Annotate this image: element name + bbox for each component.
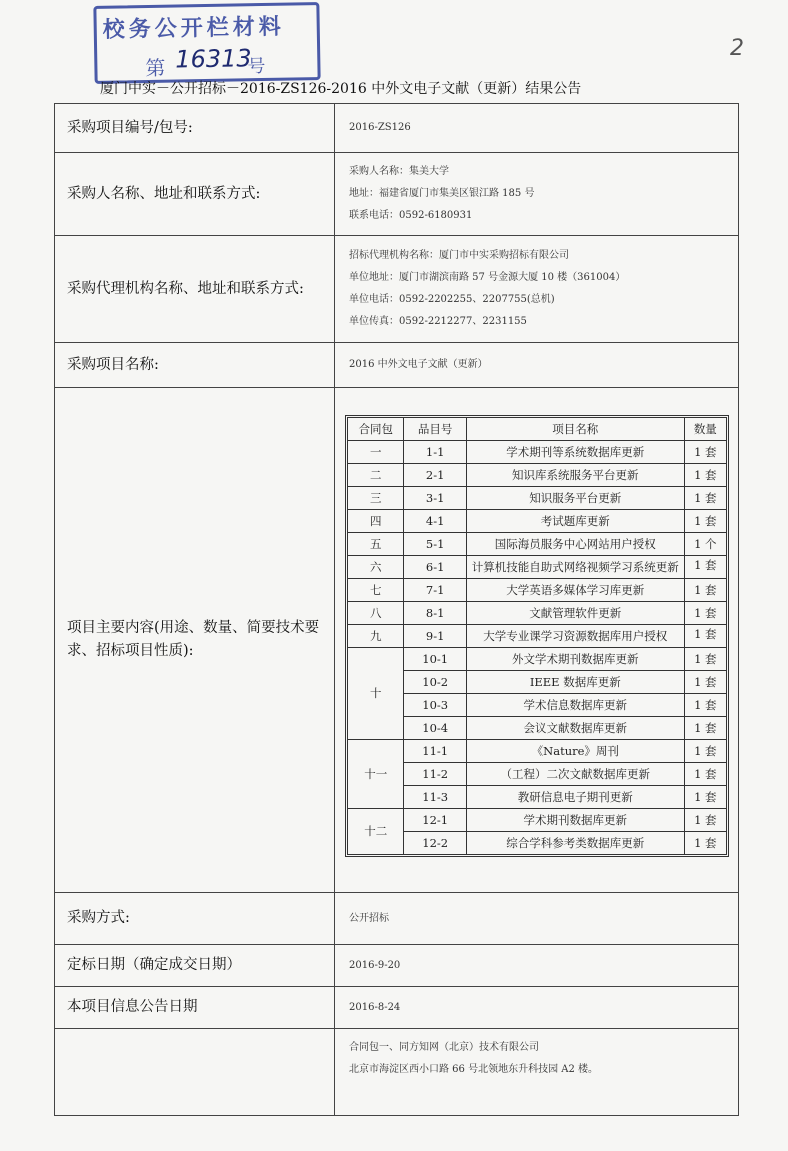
table-row	[348, 739, 727, 762]
item-name-cell: 知识库系统服务平台更新	[466, 463, 684, 486]
table-row	[348, 762, 727, 785]
table-row	[348, 647, 727, 670]
label-award-date: 定标日期（确定成交日期）	[55, 945, 335, 987]
row-project-number	[55, 104, 739, 153]
agency-name: 招标代理机构名称：厦门市中实采购招标有限公司	[349, 250, 569, 261]
quantity-cell: 1 套	[684, 831, 726, 854]
label-project-name: 采购项目名称:	[55, 343, 335, 388]
package-cell: 九	[348, 624, 404, 647]
package-cell: 二	[348, 463, 404, 486]
item-no-cell: 11-1	[404, 739, 466, 762]
package-cell: 七	[348, 578, 404, 601]
item-name-cell: 知识服务平台更新	[466, 486, 684, 509]
item-name-cell: 外文学术期刊数据库更新	[466, 647, 684, 670]
item-name-cell: 《Nature》周刊	[466, 739, 684, 762]
package-cell: 十二	[348, 808, 404, 854]
item-no-cell: 12-1	[404, 808, 466, 831]
table-row	[348, 532, 727, 555]
item-no-cell: 2-1	[404, 463, 466, 486]
table-row	[348, 555, 727, 578]
stamp-number-suffix: 号	[247, 55, 266, 78]
label-content: 项目主要内容(用途、数量、简要技术要求、招标项目性质):	[55, 388, 335, 893]
header-package: 合同包	[348, 417, 404, 440]
page-title: 厦门中实－公开招标－2016-ZS126-2016 中外文电子文献（更新）结果公告	[100, 81, 582, 97]
quantity-cell: 1 套	[684, 647, 726, 670]
value-project-number: 2016-ZS126	[335, 104, 739, 153]
row-project-name	[55, 343, 739, 388]
label-agency: 采购代理机构名称、地址和联系方式:	[55, 236, 335, 343]
quantity-cell: 1 套	[684, 601, 726, 624]
row-award-date	[55, 945, 739, 987]
item-no-cell: 5-1	[404, 532, 466, 555]
label-winner	[55, 1029, 335, 1116]
purchaser-address: 地址：福建省厦门市集美区银江路 185 号	[349, 188, 535, 199]
table-row	[348, 716, 727, 739]
header-quantity: 数量	[684, 417, 726, 440]
item-no-cell: 10-3	[404, 693, 466, 716]
item-no-cell: 6-1	[404, 555, 466, 578]
quantity-cell: 1 套	[684, 555, 726, 578]
item-no-cell: 9-1	[404, 624, 466, 647]
item-no-cell: 1-1	[404, 440, 466, 463]
row-winner	[55, 1029, 739, 1116]
quantity-cell: 1 套	[684, 486, 726, 509]
item-no-cell: 11-2	[404, 762, 466, 785]
item-name-cell: 大学专业课学习资源数据库用户授权	[466, 624, 684, 647]
quantity-cell: 1 套	[684, 808, 726, 831]
agency-fax: 单位传真：0592-2212277、2231155	[349, 316, 527, 327]
item-name-cell: 会议文献数据库更新	[466, 716, 684, 739]
package-cell: 十	[348, 647, 404, 739]
package-cell: 十一	[348, 739, 404, 808]
quantity-cell: 1 套	[684, 762, 726, 785]
table-row	[348, 601, 727, 624]
label-method: 采购方式:	[55, 893, 335, 945]
quantity-cell: 1 个	[684, 532, 726, 555]
package-cell: 三	[348, 486, 404, 509]
package-cell: 六	[348, 555, 404, 578]
package-cell: 一	[348, 440, 404, 463]
item-name-cell: 学术期刊等系统数据库更新	[466, 440, 684, 463]
item-name-cell: 大学英语多媒体学习库更新	[466, 578, 684, 601]
quantity-cell: 1 套	[684, 739, 726, 762]
table-row	[348, 785, 727, 808]
item-name-cell: 考试题库更新	[466, 509, 684, 532]
header-item-no: 品目号	[404, 417, 466, 440]
row-content	[55, 388, 739, 893]
table-row	[348, 831, 727, 854]
items-table-frame	[345, 415, 729, 857]
publicity-stamp	[93, 2, 320, 84]
value-method: 公开招标	[335, 893, 739, 945]
value-agency	[335, 236, 739, 343]
row-method	[55, 893, 739, 945]
value-winner	[335, 1029, 739, 1116]
item-no-cell: 12-2	[404, 831, 466, 854]
table-row	[348, 440, 727, 463]
quantity-cell: 1 套	[684, 693, 726, 716]
stamp-title: 校务公开栏材料	[102, 13, 285, 43]
table-row	[348, 509, 727, 532]
table-row	[348, 624, 727, 647]
item-name-cell: 学术信息数据库更新	[466, 693, 684, 716]
quantity-cell: 1 套	[684, 578, 726, 601]
quantity-cell: 1 套	[684, 440, 726, 463]
items-table	[347, 417, 727, 855]
item-name-cell: 教研信息电子期刊更新	[466, 785, 684, 808]
item-name-cell: 综合学科参考类数据库更新	[466, 831, 684, 854]
item-name-cell: 学术期刊数据库更新	[466, 808, 684, 831]
stamp-number-prefix: 第	[145, 55, 166, 81]
table-row	[348, 463, 727, 486]
purchaser-phone: 联系电话：0592-6180931	[349, 210, 473, 221]
items-table-header	[348, 417, 727, 440]
table-row	[348, 486, 727, 509]
label-notice-date: 本项目信息公告日期	[55, 987, 335, 1029]
item-no-cell: 7-1	[404, 578, 466, 601]
row-notice-date	[55, 987, 739, 1029]
quantity-cell: 1 套	[684, 716, 726, 739]
quantity-cell: 1 套	[684, 670, 726, 693]
item-name-cell: （工程）二次文献数据库更新	[466, 762, 684, 785]
quantity-cell: 1 套	[684, 463, 726, 486]
value-content	[335, 388, 739, 893]
value-purchaser	[335, 153, 739, 236]
agency-address: 单位地址：厦门市湖滨南路 57 号金源大厦 10 楼（361004）	[349, 272, 626, 283]
value-project-name: 2016 中外文电子文献（更新）	[335, 343, 739, 388]
table-row	[348, 808, 727, 831]
item-no-cell: 10-4	[404, 716, 466, 739]
header-item-name: 项目名称	[466, 417, 684, 440]
table-row	[348, 670, 727, 693]
quantity-cell: 1 套	[684, 509, 726, 532]
item-name-cell: 计算机技能自助式网络视频学习系统更新	[466, 555, 684, 578]
value-notice-date: 2016-8-24	[335, 987, 739, 1029]
item-no-cell: 4-1	[404, 509, 466, 532]
item-no-cell: 3-1	[404, 486, 466, 509]
label-purchaser: 采购人名称、地址和联系方式:	[55, 153, 335, 236]
item-name-cell: 国际海员服务中心网站用户授权	[466, 532, 684, 555]
item-no-cell: 11-3	[404, 785, 466, 808]
row-agency	[55, 236, 739, 343]
handwritten-page-mark: 2	[730, 36, 744, 61]
stamp-number: 16313	[175, 44, 252, 74]
quantity-cell: 1 套	[684, 624, 726, 647]
package-cell: 四	[348, 509, 404, 532]
item-name-cell: IEEE 数据库更新	[466, 670, 684, 693]
quantity-cell: 1 套	[684, 785, 726, 808]
table-row	[348, 578, 727, 601]
purchaser-name: 采购人名称：集美大学	[349, 166, 449, 177]
item-name-cell: 文献管理软件更新	[466, 601, 684, 624]
table-row	[348, 693, 727, 716]
value-award-date: 2016-9-20	[335, 945, 739, 987]
winner-name: 合同包一、同方知网（北京）技术有限公司	[349, 1042, 539, 1053]
item-no-cell: 8-1	[404, 601, 466, 624]
label-project-number: 采购项目编号/包号:	[55, 104, 335, 153]
row-purchaser	[55, 153, 739, 236]
agency-phone: 单位电话：0592-2202255、2207755(总机)	[349, 294, 555, 305]
item-no-cell: 10-2	[404, 670, 466, 693]
item-no-cell: 10-1	[404, 647, 466, 670]
package-cell: 五	[348, 532, 404, 555]
announcement-table	[54, 103, 739, 1116]
package-cell: 八	[348, 601, 404, 624]
winner-address: 北京市海淀区西小口路 66 号北领地东升科技园 A2 楼。	[349, 1064, 599, 1075]
